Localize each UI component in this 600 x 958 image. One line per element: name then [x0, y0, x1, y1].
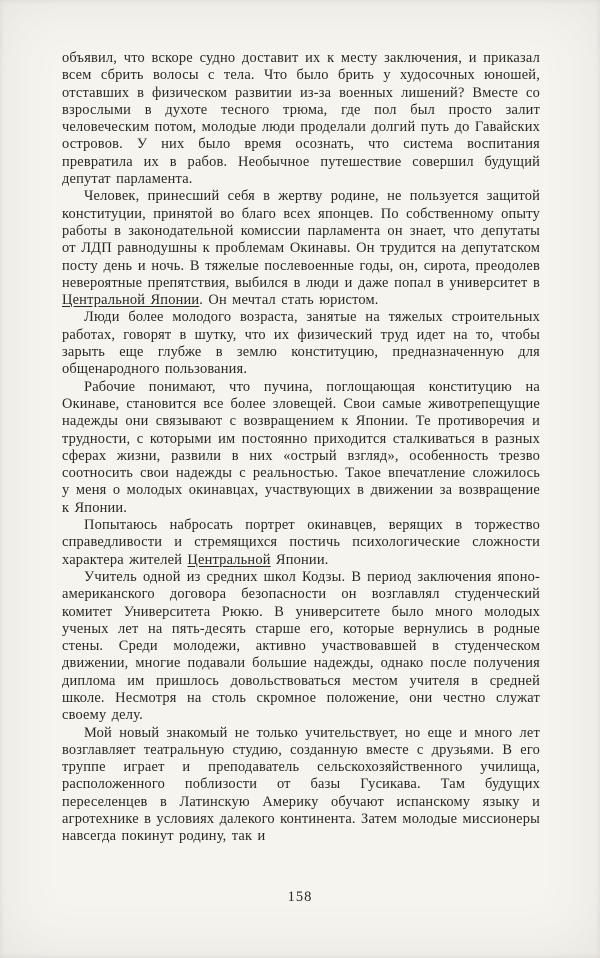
paragraph: объявил, что вскоре судно доставит их к месту заключения, и приказал всем сбрить волосы с тела. Что было брить у худосочных юношей, отставших в физическом развитии из-за военных лишений? Вместе со взрослыми в духоте тесного трюма, где пол был просто залит человеческим потом, молодые люди проделали долгий путь до Гавайских островов. У них было время осознать, что система воспитания превратила их в рабов. Необычное путешествие совершил будущий депутат парламента.: [62, 50, 540, 188]
paragraph: Рабочие понимают, что пучина, поглощающая конституцию на Окинаве, становится все более зловещей. Свои самые животрепещущие надежды они связывают с возвращением к Японии. Те противоречия и трудности, с которыми им постоянно приходится сталкиваться в разных сферах жизни, развили в них «острый взгляд», особенность трезво соотносить свои надежды с реальностью. Такое впечатление сложилось у меня о молодых окинавцах, участвующих в движении за возвращение к Японии.: [62, 378, 540, 516]
paragraph: Люди более молодого возраста, занятые на тяжелых строительных работах, говорят в шутку, что их физический труд идет на то, чтобы зарыть еще глубже в землю конституцию, предназначенную для общенародного пользования.: [62, 309, 540, 378]
paragraph: Человек, принесший себя в жертву родине, не пользуется защитой конституции, принятой во благо всех японцев. По собственному опыту работы в законодательной комиссии парламента он знает, что депутаты от ЛДП равнодушны к проблемам Окинавы. Он трудится на депутатском посту день и ночь. В тяжелые послевоенные годы, он, сирота, преодолев невероятные препятствия, выбился в люди и даже попал в университет в Центральной Японии. Он мечтал стать юристом.: [62, 188, 540, 309]
paragraph: Учитель одной из средних школ Кодзы. В период заключения японо-американского договора безопасности он возглавлял студенческий комитет Университета Рюкю. В университете было много молодых ученых лет на пять-десять старше его, которые вернулись в родные стены. Среди молодежи, активно участвовавшей в студенческом движении, многие подавали большие надежды, однако после получения диплома им пришлось довольствоваться местом учителя в средней школе. Несмотря на столь скромное положение, они честно служат своему делу.: [62, 568, 540, 724]
page-text: [62, 50, 540, 846]
paragraph: Мой новый знакомый не только учительствует, но еще и много лет возглавляет театральную студию, созданную вместе с друзьями. В его труппе играет и преподаватель сельскохозяйственного училища, расположенного поблизости от базы Гусикава. Там будущих переселенцев в Латинскую Америку обучают испанскому языку и агротехнике в условиях далекого континента. Затем молодые миссионеры навсегда покинут родину, так и: [62, 724, 540, 845]
underlined-phrase: Центральной: [187, 551, 271, 568]
page-number: 158: [287, 889, 313, 905]
underlined-phrase: Центральной Японии: [62, 292, 200, 309]
paragraph: Попытаюсь набросать портрет окинавцев, верящих в торжество справедливости и стремящихся постичь психологические сложности характера жителей Центральной Японии.: [62, 517, 540, 568]
